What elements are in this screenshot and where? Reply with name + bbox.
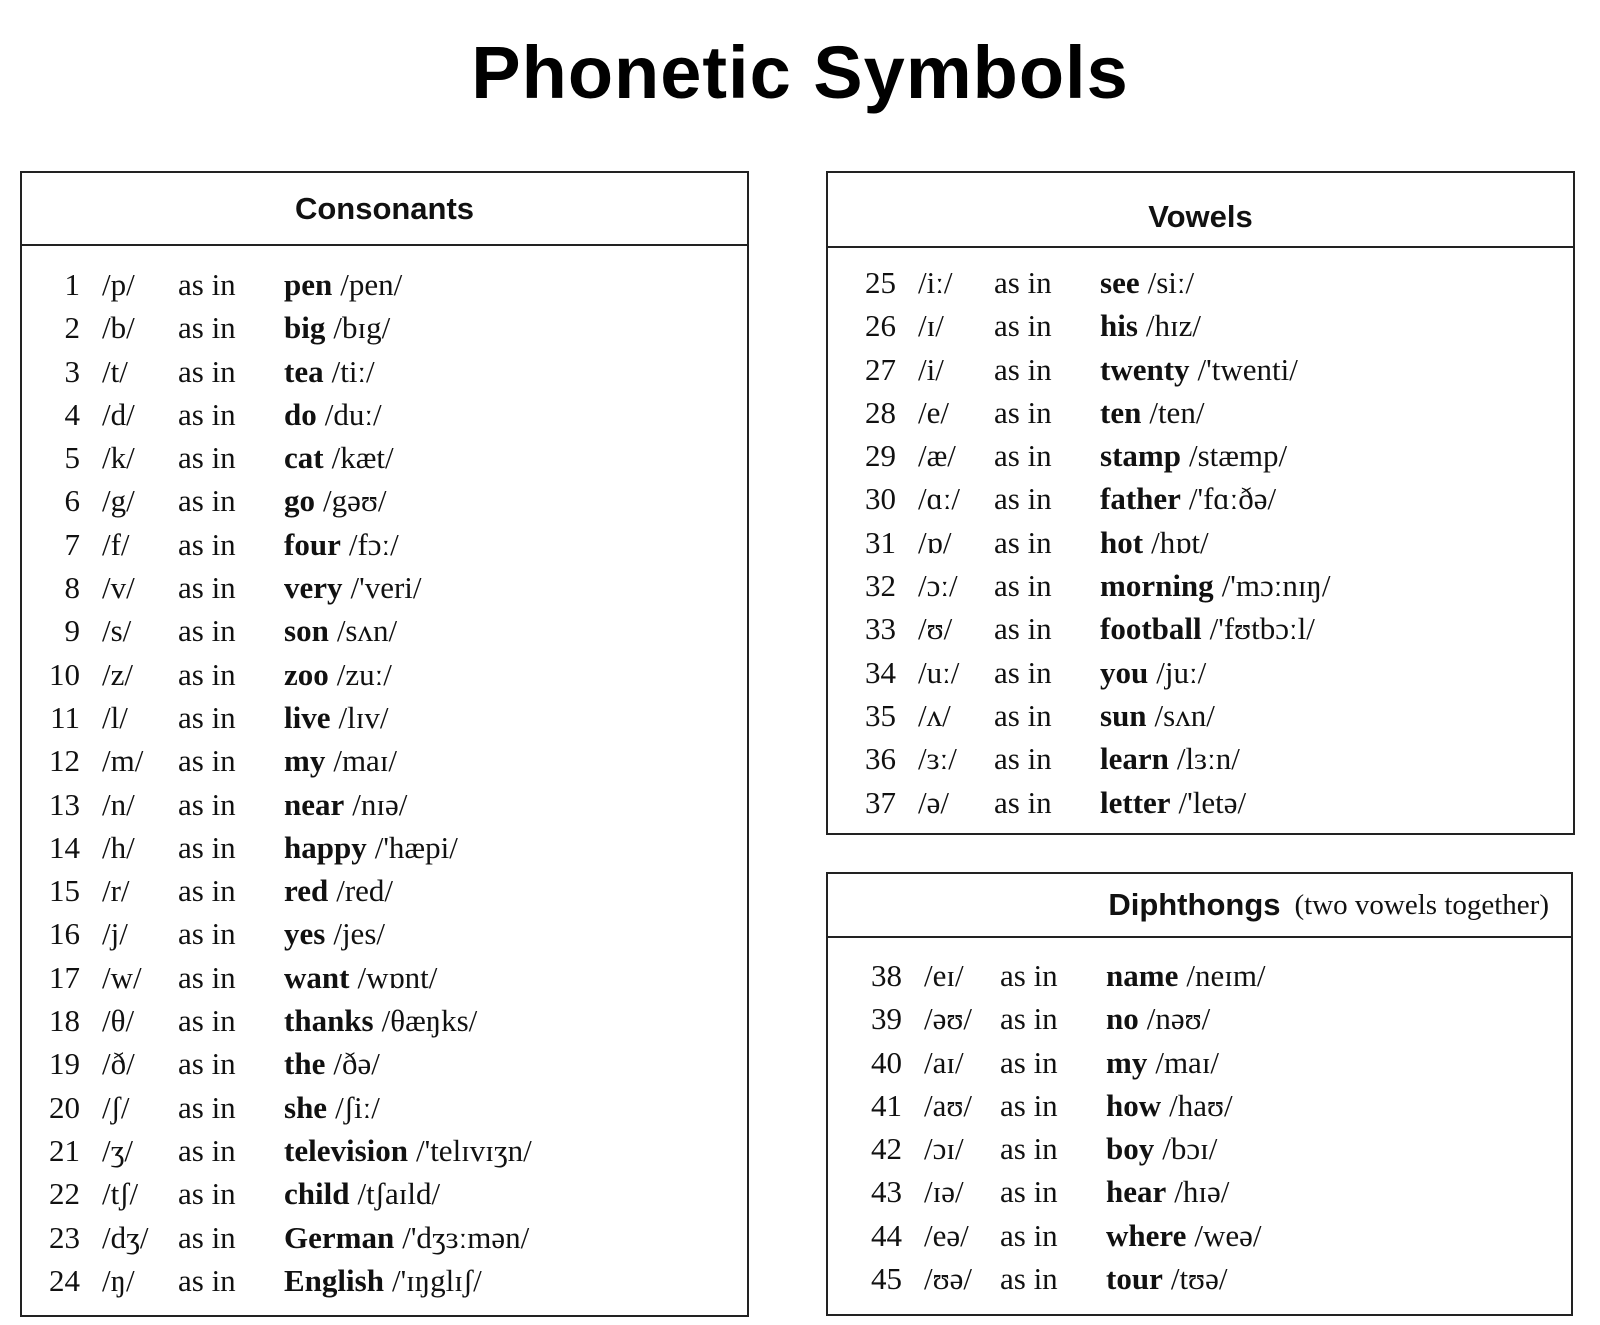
row-number: 17 bbox=[49, 959, 80, 995]
vowels-heading-label: Vowels bbox=[1148, 198, 1253, 234]
example-transcription: /'mɔːnɪŋ/ bbox=[1221, 568, 1331, 604]
row-number: 41 bbox=[871, 1087, 902, 1123]
phonetic-symbol: /ɜː/ bbox=[918, 741, 957, 777]
as-in-label: as in bbox=[1000, 1131, 1058, 1167]
phonetic-symbol: /ə/ bbox=[918, 784, 949, 820]
example-transcription: /'hæpi/ bbox=[374, 829, 458, 865]
row-number: 12 bbox=[49, 743, 80, 779]
example-word: sun bbox=[1100, 697, 1147, 733]
phonetic-symbol: /ʊ/ bbox=[918, 611, 953, 647]
symbol-row bbox=[28, 783, 747, 826]
example-word: big bbox=[284, 310, 326, 346]
symbol-row bbox=[844, 651, 1573, 694]
phonetic-symbol: /aʊ/ bbox=[924, 1087, 972, 1123]
example-word: name bbox=[1106, 958, 1179, 993]
row-number: 13 bbox=[49, 786, 80, 822]
as-in-label: as in bbox=[178, 353, 236, 389]
example-transcription: /ðə/ bbox=[333, 1046, 380, 1082]
example-transcription: /hɪz/ bbox=[1145, 308, 1202, 344]
phonetic-symbol: /ŋ/ bbox=[102, 1262, 135, 1298]
symbol-row bbox=[850, 997, 1571, 1040]
example-word: near bbox=[284, 786, 345, 822]
symbol-row bbox=[28, 263, 747, 306]
consonants-heading-label: Consonants bbox=[294, 190, 475, 226]
example-transcription: /tʊə/ bbox=[1170, 1261, 1228, 1297]
symbol-row bbox=[850, 1127, 1571, 1170]
example-transcription: /duː/ bbox=[324, 396, 382, 432]
row-number: 6 bbox=[64, 483, 80, 519]
phonetic-symbol: /g/ bbox=[102, 483, 135, 519]
example-word: zoo bbox=[284, 656, 329, 692]
example-word: stamp bbox=[1100, 438, 1181, 474]
example-transcription: /juː/ bbox=[1156, 654, 1207, 690]
vowels-table bbox=[826, 171, 1575, 835]
phonetic-symbol: /f/ bbox=[102, 526, 130, 562]
example-word: see bbox=[1100, 265, 1140, 300]
row-number: 1 bbox=[64, 267, 80, 302]
phonetic-symbol: /ɒ/ bbox=[918, 524, 952, 560]
symbol-row bbox=[28, 1172, 747, 1215]
symbol-row bbox=[844, 521, 1573, 564]
example-transcription: /lɪv/ bbox=[338, 699, 389, 735]
symbol-row bbox=[28, 826, 747, 869]
phonetic-symbol: /b/ bbox=[102, 310, 135, 346]
consonants-rows bbox=[22, 246, 747, 1302]
as-in-label: as in bbox=[178, 1176, 236, 1212]
example-word: hear bbox=[1106, 1174, 1167, 1210]
as-in-label: as in bbox=[178, 267, 236, 302]
row-number: 3 bbox=[64, 353, 80, 389]
example-transcription: /θæŋks/ bbox=[381, 1003, 478, 1039]
row-number: 22 bbox=[49, 1176, 80, 1212]
symbol-row bbox=[28, 1216, 747, 1259]
example-word: learn bbox=[1100, 741, 1169, 777]
phonetic-symbol: /j/ bbox=[102, 916, 128, 952]
example-word: where bbox=[1106, 1217, 1187, 1253]
phonetic-symbol: /uː/ bbox=[918, 654, 960, 690]
as-in-label: as in bbox=[178, 959, 236, 995]
row-number: 5 bbox=[64, 440, 80, 476]
row-number: 19 bbox=[49, 1046, 80, 1082]
phonetic-symbol: /aɪ/ bbox=[924, 1044, 964, 1080]
example-word: television bbox=[284, 1132, 408, 1168]
example-transcription: /haʊ/ bbox=[1169, 1087, 1233, 1123]
example-word: happy bbox=[284, 829, 367, 865]
as-in-label: as in bbox=[994, 481, 1052, 517]
example-word: my bbox=[284, 743, 326, 779]
example-transcription: /'veri/ bbox=[350, 570, 422, 606]
row-number: 2 bbox=[64, 310, 80, 346]
phonetic-symbol: /iː/ bbox=[918, 265, 953, 300]
phonetic-symbol: /tʃ/ bbox=[102, 1176, 139, 1212]
example-transcription: /'twenti/ bbox=[1197, 351, 1298, 387]
symbol-row bbox=[28, 566, 747, 609]
example-word: child bbox=[284, 1176, 350, 1212]
symbol-row bbox=[28, 1086, 747, 1129]
as-in-label: as in bbox=[994, 568, 1052, 604]
example-word: tea bbox=[284, 353, 324, 389]
phonetic-symbol: /d/ bbox=[102, 396, 135, 432]
row-number: 28 bbox=[865, 394, 896, 430]
symbol-row bbox=[28, 479, 747, 522]
example-word: live bbox=[284, 699, 331, 735]
row-number: 45 bbox=[871, 1261, 902, 1297]
symbol-row bbox=[844, 261, 1573, 304]
phonetic-symbol: /s/ bbox=[102, 613, 132, 649]
example-word: his bbox=[1100, 308, 1138, 344]
row-number: 32 bbox=[865, 568, 896, 604]
row-number: 37 bbox=[865, 784, 896, 820]
example-transcription: /nəʊ/ bbox=[1146, 1001, 1211, 1037]
as-in-label: as in bbox=[178, 656, 236, 692]
row-number: 33 bbox=[865, 611, 896, 647]
symbol-row bbox=[844, 304, 1573, 347]
symbol-row bbox=[28, 1259, 747, 1302]
example-word: son bbox=[284, 613, 329, 649]
phonetic-symbol: /v/ bbox=[102, 570, 135, 606]
symbol-row bbox=[850, 1170, 1571, 1213]
example-word: boy bbox=[1106, 1131, 1155, 1167]
symbol-row bbox=[850, 954, 1571, 997]
symbol-row bbox=[850, 1214, 1571, 1257]
example-word: very bbox=[284, 570, 343, 606]
as-in-label: as in bbox=[1000, 1044, 1058, 1080]
example-transcription: /hɪə/ bbox=[1174, 1174, 1230, 1210]
as-in-label: as in bbox=[994, 741, 1052, 777]
example-transcription: /fɔː/ bbox=[348, 526, 399, 562]
phonetic-symbol: /ʃ/ bbox=[102, 1089, 130, 1125]
symbol-row bbox=[28, 1042, 747, 1085]
row-number: 29 bbox=[865, 438, 896, 474]
as-in-label: as in bbox=[994, 351, 1052, 387]
symbol-row bbox=[28, 912, 747, 955]
row-number: 39 bbox=[871, 1001, 902, 1037]
as-in-label: as in bbox=[1000, 958, 1058, 993]
as-in-label: as in bbox=[994, 308, 1052, 344]
symbol-row bbox=[844, 607, 1573, 650]
example-transcription: /ten/ bbox=[1149, 394, 1205, 430]
symbol-row bbox=[28, 739, 747, 782]
example-transcription: /ʃiː/ bbox=[335, 1089, 380, 1125]
as-in-label: as in bbox=[178, 396, 236, 432]
symbol-row bbox=[28, 436, 747, 479]
example-word: my bbox=[1106, 1044, 1148, 1080]
symbol-row bbox=[850, 1041, 1571, 1084]
row-number: 35 bbox=[865, 697, 896, 733]
row-number: 9 bbox=[64, 613, 80, 649]
phonetic-symbol: /n/ bbox=[102, 786, 135, 822]
symbol-row bbox=[28, 609, 747, 652]
phonetic-symbol: /æ/ bbox=[918, 438, 956, 474]
symbol-row bbox=[28, 999, 747, 1042]
example-transcription: /sʌn/ bbox=[1154, 697, 1215, 733]
phonetic-symbol: /ɔɪ/ bbox=[924, 1131, 964, 1167]
as-in-label: as in bbox=[994, 654, 1052, 690]
row-number: 23 bbox=[49, 1219, 80, 1255]
example-transcription: /'telɪvɪʒn/ bbox=[416, 1132, 532, 1168]
row-number: 27 bbox=[865, 351, 896, 387]
as-in-label: as in bbox=[178, 483, 236, 519]
row-number: 43 bbox=[871, 1174, 902, 1210]
row-number: 31 bbox=[865, 524, 896, 560]
symbol-row bbox=[844, 434, 1573, 477]
as-in-label: as in bbox=[178, 440, 236, 476]
example-transcription: /bɔɪ/ bbox=[1162, 1131, 1218, 1167]
diphthongs-heading-label: Diphthongs bbox=[1108, 887, 1281, 922]
as-in-label: as in bbox=[178, 699, 236, 735]
example-transcription: /bɪg/ bbox=[333, 310, 391, 346]
as-in-label: as in bbox=[1000, 1001, 1058, 1037]
example-word: you bbox=[1100, 654, 1149, 690]
as-in-label: as in bbox=[178, 570, 236, 606]
vowels-rows bbox=[828, 248, 1573, 824]
phonetic-symbol: /i/ bbox=[918, 351, 944, 387]
example-transcription: /stæmp/ bbox=[1188, 438, 1288, 474]
phonetic-symbol: /l/ bbox=[102, 699, 128, 735]
example-transcription: /sʌn/ bbox=[336, 613, 398, 649]
example-word: red bbox=[284, 873, 329, 909]
example-transcription: /neɪm/ bbox=[1186, 958, 1266, 993]
as-in-label: as in bbox=[178, 916, 236, 952]
as-in-label: as in bbox=[178, 526, 236, 562]
symbol-row bbox=[28, 653, 747, 696]
as-in-label: as in bbox=[178, 786, 236, 822]
symbol-row bbox=[28, 306, 747, 349]
as-in-label: as in bbox=[178, 1219, 236, 1255]
example-word: German bbox=[284, 1219, 395, 1255]
example-word: morning bbox=[1100, 568, 1214, 604]
phonetic-symbol: /z/ bbox=[102, 656, 133, 692]
example-word: go bbox=[284, 483, 315, 519]
example-word: English bbox=[284, 1262, 384, 1298]
example-transcription: /gəʊ/ bbox=[323, 483, 387, 519]
row-number: 11 bbox=[50, 699, 80, 735]
row-number: 8 bbox=[64, 570, 80, 606]
consonants-table bbox=[20, 171, 749, 1317]
example-word: she bbox=[284, 1089, 328, 1125]
row-number: 25 bbox=[865, 265, 896, 300]
example-word: letter bbox=[1100, 784, 1171, 820]
phonetic-symbol: /ɪə/ bbox=[924, 1174, 964, 1210]
symbol-row bbox=[844, 477, 1573, 520]
example-transcription: /zuː/ bbox=[336, 656, 392, 692]
example-transcription: /lɜːn/ bbox=[1176, 741, 1240, 777]
diphthongs-table bbox=[826, 872, 1573, 1316]
phonetic-symbol: /ɪ/ bbox=[918, 308, 944, 344]
example-transcription: /siː/ bbox=[1147, 265, 1195, 300]
symbol-row bbox=[28, 869, 747, 912]
example-transcription: /'fɑːðə/ bbox=[1188, 481, 1277, 517]
row-number: 15 bbox=[49, 873, 80, 909]
example-transcription: /tiː/ bbox=[331, 353, 375, 389]
phonetic-symbol: /h/ bbox=[102, 829, 135, 865]
phonetic-symbol: /θ/ bbox=[102, 1003, 135, 1039]
example-transcription: /maɪ/ bbox=[1155, 1044, 1220, 1080]
symbol-row bbox=[28, 393, 747, 436]
as-in-label: as in bbox=[994, 784, 1052, 820]
page-title: Phonetic Symbols bbox=[471, 31, 1129, 114]
row-number: 7 bbox=[64, 526, 80, 562]
consonants-heading bbox=[22, 173, 747, 246]
phonetic-symbol: /r/ bbox=[102, 873, 130, 909]
row-number: 44 bbox=[871, 1217, 902, 1253]
as-in-label: as in bbox=[178, 873, 236, 909]
as-in-label: as in bbox=[994, 265, 1052, 300]
example-word: no bbox=[1106, 1001, 1139, 1037]
example-word: how bbox=[1106, 1087, 1162, 1123]
row-number: 10 bbox=[49, 656, 80, 692]
example-transcription: /weə/ bbox=[1194, 1217, 1262, 1253]
as-in-label: as in bbox=[994, 438, 1052, 474]
as-in-label: as in bbox=[178, 1262, 236, 1298]
phonetic-symbol: /ʒ/ bbox=[102, 1132, 133, 1168]
row-number: 34 bbox=[865, 654, 896, 690]
vowels-heading bbox=[828, 173, 1573, 248]
example-transcription: /tʃaɪld/ bbox=[357, 1176, 441, 1212]
row-number: 38 bbox=[871, 958, 902, 993]
row-number: 24 bbox=[49, 1262, 80, 1298]
phonetic-symbol: /t/ bbox=[102, 353, 128, 389]
as-in-label: as in bbox=[1000, 1087, 1058, 1123]
example-word: want bbox=[284, 959, 350, 995]
row-number: 16 bbox=[49, 916, 80, 952]
as-in-label: as in bbox=[178, 743, 236, 779]
example-word: pen bbox=[284, 267, 333, 302]
example-word: four bbox=[284, 526, 341, 562]
example-word: thanks bbox=[284, 1003, 374, 1039]
as-in-label: as in bbox=[178, 310, 236, 346]
symbol-row bbox=[28, 1129, 747, 1172]
example-transcription: /nɪə/ bbox=[352, 786, 408, 822]
row-number: 14 bbox=[49, 829, 80, 865]
row-number: 20 bbox=[49, 1089, 80, 1125]
row-number: 18 bbox=[49, 1003, 80, 1039]
row-number: 30 bbox=[865, 481, 896, 517]
as-in-label: as in bbox=[1000, 1217, 1058, 1253]
as-in-label: as in bbox=[1000, 1174, 1058, 1210]
example-word: do bbox=[284, 396, 317, 432]
row-number: 42 bbox=[871, 1131, 902, 1167]
row-number: 26 bbox=[865, 308, 896, 344]
example-transcription: /'letə/ bbox=[1178, 784, 1247, 820]
symbol-row bbox=[844, 564, 1573, 607]
as-in-label: as in bbox=[178, 1003, 236, 1039]
symbol-row bbox=[844, 781, 1573, 824]
as-in-label: as in bbox=[994, 524, 1052, 560]
example-word: twenty bbox=[1100, 351, 1190, 387]
example-word: yes bbox=[284, 916, 326, 952]
symbol-row bbox=[28, 350, 747, 393]
example-word: tour bbox=[1106, 1261, 1163, 1297]
phonetic-symbol: /eə/ bbox=[924, 1217, 969, 1253]
symbol-row bbox=[844, 391, 1573, 434]
phonetic-symbol: /e/ bbox=[918, 394, 949, 430]
example-transcription: /red/ bbox=[336, 873, 394, 909]
example-transcription: /pen/ bbox=[340, 267, 403, 302]
row-number: 4 bbox=[64, 396, 80, 432]
example-transcription: /'ɪŋglɪʃ/ bbox=[391, 1262, 482, 1298]
phonetic-symbol: /dʒ/ bbox=[102, 1219, 149, 1255]
example-word: the bbox=[284, 1046, 326, 1082]
row-number: 40 bbox=[871, 1044, 902, 1080]
as-in-label: as in bbox=[178, 1132, 236, 1168]
phonetic-symbol: /k/ bbox=[102, 440, 135, 476]
phonetic-symbol: /ɔː/ bbox=[918, 568, 958, 604]
example-word: ten bbox=[1100, 394, 1142, 430]
diphthongs-heading-note: (two vowels together) bbox=[1294, 888, 1549, 921]
example-transcription: /maɪ/ bbox=[333, 743, 398, 779]
phonetic-symbol: /m/ bbox=[102, 743, 144, 779]
phonetic-symbol: /w/ bbox=[102, 959, 142, 995]
example-transcription: /hɒt/ bbox=[1151, 524, 1209, 560]
diphthongs-heading bbox=[828, 874, 1571, 938]
example-word: cat bbox=[284, 440, 324, 476]
diphthongs-rows bbox=[828, 938, 1571, 1300]
symbol-row bbox=[844, 737, 1573, 780]
row-number: 21 bbox=[49, 1132, 80, 1168]
phonetic-symbol: /ʌ/ bbox=[918, 697, 951, 733]
as-in-label: as in bbox=[178, 1046, 236, 1082]
as-in-label: as in bbox=[994, 611, 1052, 647]
row-number: 36 bbox=[865, 741, 896, 777]
example-transcription: /kæt/ bbox=[331, 440, 394, 476]
as-in-label: as in bbox=[994, 697, 1052, 733]
symbol-row bbox=[28, 956, 747, 999]
symbol-row bbox=[844, 694, 1573, 737]
as-in-label: as in bbox=[994, 394, 1052, 430]
phonetic-symbol: /ɑː/ bbox=[918, 481, 961, 517]
phonetic-symbol: /eɪ/ bbox=[924, 958, 964, 993]
symbol-row bbox=[844, 348, 1573, 391]
example-transcription: /wɒnt/ bbox=[357, 959, 438, 995]
as-in-label: as in bbox=[178, 613, 236, 649]
symbol-row bbox=[850, 1257, 1571, 1300]
phonetic-symbol: /p/ bbox=[102, 267, 135, 302]
as-in-label: as in bbox=[1000, 1261, 1058, 1297]
phonetic-symbol: /ð/ bbox=[102, 1046, 135, 1082]
symbol-row bbox=[28, 696, 747, 739]
example-transcription: /'fʊtbɔːl/ bbox=[1209, 611, 1315, 647]
symbol-row bbox=[28, 523, 747, 566]
as-in-label: as in bbox=[178, 829, 236, 865]
phonetic-symbol: /əʊ/ bbox=[924, 1001, 972, 1037]
example-transcription: /jes/ bbox=[333, 916, 385, 952]
example-transcription: /'dʒɜːmən/ bbox=[402, 1219, 530, 1255]
example-word: hot bbox=[1100, 524, 1144, 560]
example-word: father bbox=[1100, 481, 1181, 517]
as-in-label: as in bbox=[178, 1089, 236, 1125]
symbol-row bbox=[850, 1084, 1571, 1127]
example-word: football bbox=[1100, 611, 1202, 647]
phonetic-symbol: /ʊə/ bbox=[924, 1261, 972, 1297]
